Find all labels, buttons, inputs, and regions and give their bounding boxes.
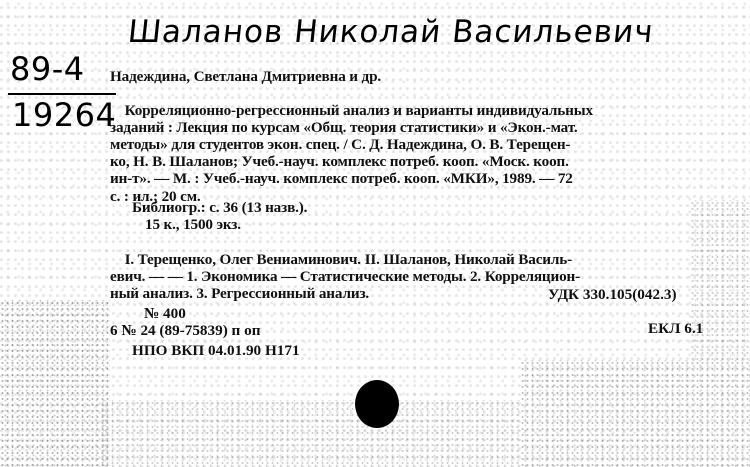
tracing-line: I. Терещенко, Олег Вениаминович. II. Шаланов, Николай Василь- [110,251,573,269]
tracing-line: евич. — — 1. Экономика — Статистические методы. 2. Корреляцион- [110,268,581,286]
scan-noise [0,300,110,467]
udk-code: УДК 330.105(042.3) [548,286,677,303]
classmark-underline [8,93,116,95]
card-heading: Надеждина, Светлана Дмитриевна и др. [110,68,382,85]
annotation-line: методы» для студентов экон. спец. / С. Д. Надеждина, О. В. Терещен- [110,136,571,154]
ekl-code: ЕКЛ 6.1 [648,320,704,337]
bibliography-note: Библиогр.: с. 36 (13 назв.). [132,199,308,216]
handwritten-author-name: Шаланов Николай Васильевич [126,14,656,50]
print-run: 15 к., 1500 экз. [145,216,241,233]
annotation-line: с. : ил.; 20 см. [110,187,201,205]
annotation-line: заданий : Лекция по курсам «Общ. теория статистики» и «Экон.-мат. [110,119,578,137]
annotation [110,85,593,205]
card-registration-number: 6 № 24 (89-75839) п оп [110,322,261,339]
npo-stamp: НПО ВКП 04.01.90 Н171 [132,342,300,359]
scan-noise [520,360,750,467]
punch-hole [355,380,399,428]
annotation-line: ин-т». — М. : Учеб.-науч. комплекс потреб. кооп. «МКИ», 1989. — 72 [110,170,573,188]
handwritten-classmark: 89-4 [10,50,85,88]
tracing [110,234,580,302]
scan-noise [100,400,520,467]
tracing-line: ный анализ. 3. Регрессионный анализ. [110,285,370,303]
annotation-line: ко, Н. В. Шаланов; Учеб.-науч. комплекс потреб. кооп. «Моск. кооп. [110,153,569,171]
handwritten-inventory-number: 19264 [12,96,117,134]
annotation-line: Корреляционно-регрессионный анализ и варианты индивидуальных [110,102,593,120]
card-number-400: № 400 [144,305,186,322]
